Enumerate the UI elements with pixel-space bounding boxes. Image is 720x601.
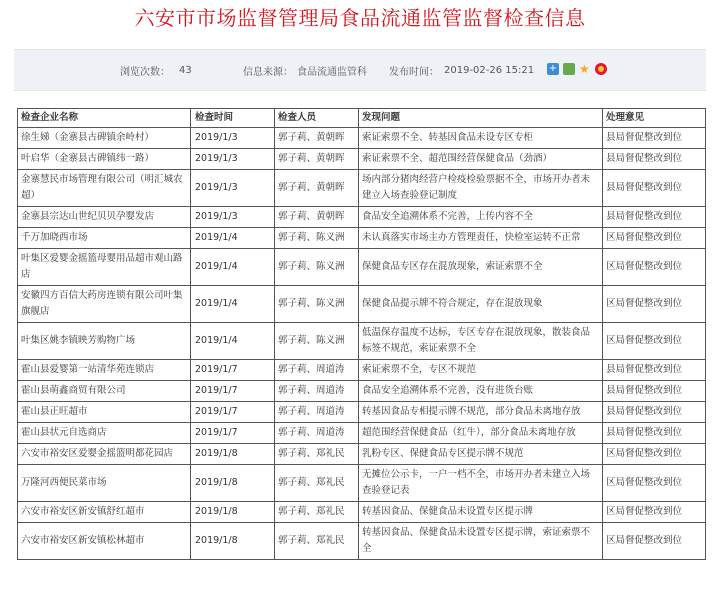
cell-company: 六安市裕安区新安镇舒红超市 [18,502,191,523]
cell-date: 2019/1/3 [191,149,275,170]
views-count: 43 [179,64,192,76]
cell-company: 六安市裕安区新安镇松林超市 [18,523,191,560]
cell-company: 金寨慧民市场管理有限公司（明汇城农超） [18,170,191,207]
cell-action: 县局督促整改到位 [603,360,706,381]
cell-inspectors: 郭子莉、周道涛 [275,402,359,423]
cell-issues: 超范围经营保健食品（红牛），部分食品未离地存放 [359,423,603,444]
table-row [18,207,706,228]
cell-action: 区局督促整改到位 [603,465,706,502]
cell-issues: 转基因食品、保健食品未设置专区提示牌 [359,502,603,523]
cell-company: 霍山县状元自选商店 [18,423,191,444]
cell-company: 千万加晓西市场 [18,228,191,249]
cell-company: 叶集区姚李镇映芳购物广场 [18,323,191,360]
cell-inspectors: 郭子莉、郑礼民 [275,465,359,502]
cell-date: 2019/1/4 [191,286,275,323]
cell-date: 2019/1/7 [191,402,275,423]
header-inspectors: 检查人员 [275,109,359,128]
cell-action: 县局督促整改到位 [603,207,706,228]
cell-action: 县局督促整改到位 [603,423,706,444]
table-row [18,323,706,360]
add-icon[interactable]: + [548,63,558,74]
cell-issues: 食品安全追溯体系不完善，没有进货台账 [359,381,603,402]
cell-company: 万隆河西便民菜市场 [18,465,191,502]
cell-inspectors: 郭子莉、陈义洲 [275,323,359,360]
cell-company: 叶启华（金寨县古碑镇纬一路） [18,149,191,170]
header-issues: 发现问题 [359,109,603,128]
publish-time: 2019-02-26 15:21 [444,64,535,76]
cell-action: 区局督促整改到位 [603,523,706,560]
cell-date: 2019/1/4 [191,323,275,360]
inspection-table [17,108,706,560]
table-row [18,423,706,444]
table-row [18,360,706,381]
table-row [18,502,706,523]
cell-issues: 索证索票不全，专区不规范 [359,360,603,381]
cell-inspectors: 郭子莉、黄朝晖 [275,170,359,207]
cell-issues: 索证索票不全、转基因食品未设专区专柜 [359,128,603,149]
cell-company: 霍山县萌鑫商贸有限公司 [18,381,191,402]
cell-company: 金寨县宗达山世纪贝贝孕婴发店 [18,207,191,228]
cell-date: 2019/1/7 [191,423,275,444]
cell-inspectors: 郭子莉、郑礼民 [275,502,359,523]
cell-issues: 未认真落实市场主办方管理责任，快检室运转不正常 [359,228,603,249]
cell-date: 2019/1/3 [191,170,275,207]
cell-company: 叶集区爱婴金摇篮母婴用品超市观山路店 [18,249,191,286]
table-row [18,228,706,249]
cell-company: 安徽四方百信大药房连锁有限公司叶集旗舰店 [18,286,191,323]
table-row [18,128,706,149]
cell-date: 2019/1/3 [191,128,275,149]
cell-inspectors: 郭子莉、黄朝晖 [275,128,359,149]
cell-action: 县局督促整改到位 [603,402,706,423]
cell-inspectors: 郭子莉、陈义洲 [275,249,359,286]
table-row [18,402,706,423]
cell-date: 2019/1/8 [191,444,275,465]
share-toolbar [547,63,607,75]
cell-action: 县局督促整改到位 [603,381,706,402]
cell-inspectors: 郭子莉、郑礼民 [275,444,359,465]
header-date: 检查时间 [191,109,275,128]
cell-company: 六安市裕安区爱婴金摇篮明都花园店 [18,444,191,465]
table-row [18,523,706,560]
table-row [18,381,706,402]
cell-date: 2019/1/7 [191,360,275,381]
cell-action: 区局督促整改到位 [603,286,706,323]
cell-inspectors: 郭子莉、周道涛 [275,381,359,402]
cell-inspectors: 郭子莉、周道涛 [275,360,359,381]
cell-issues: 场内部分猪肉经营户检疫检验票据不全，市场开办者未建立入场查验登记制度 [359,170,603,207]
cell-date: 2019/1/7 [191,381,275,402]
cell-company: 霍山县正旺超市 [18,402,191,423]
cell-issues: 转基因食品、保健食品未设置专区提示牌，索证索票不全 [359,523,603,560]
cell-date: 2019/1/3 [191,207,275,228]
cell-inspectors: 郭子莉、黄朝晖 [275,207,359,228]
cell-date: 2019/1/8 [191,523,275,560]
cell-issues: 无摊位公示卡，一户一档不全，市场开办者未建立入场查验登记表 [359,465,603,502]
cell-action: 区局督促整改到位 [603,502,706,523]
cell-action: 区局督促整改到位 [603,249,706,286]
table-header-row [18,109,706,128]
cell-action: 区局督促整改到位 [603,323,706,360]
cell-action: 区局督促整改到位 [603,228,706,249]
views-label: 浏览次数： [120,66,170,78]
cell-inspectors: 郭子莉、郑礼民 [275,523,359,560]
cell-issues: 保健食品提示牌不符合规定，存在混放现象 [359,286,603,323]
publish-label: 发布时间： [389,66,439,78]
cell-date: 2019/1/8 [191,465,275,502]
cell-inspectors: 郭子莉、周道涛 [275,423,359,444]
cell-issues: 索证索票不全、超范围经营保健食品（劲酒） [359,149,603,170]
source-label: 信息来源： [243,66,293,78]
cell-company: 徐生娣（金寨县古碑镇余岭村） [18,128,191,149]
table-row [18,286,706,323]
cell-inspectors: 郭子莉、陈义洲 [275,286,359,323]
cell-issues: 低温保存温度不达标，专区专存在混放现象，散装食品标签不规范，索证索票不全 [359,323,603,360]
cell-issues: 乳粉专区、保健食品专区提示牌不规范 [359,444,603,465]
cell-inspectors: 郭子莉、黄朝晖 [275,149,359,170]
cell-inspectors: 郭子莉、陈义洲 [275,228,359,249]
cell-issues: 转基因食品专相提示牌不规范，部分食品未离地存放 [359,402,603,423]
cell-issues: 保健食品专区存在混放现象，索证索票不全 [359,249,603,286]
header-company: 检查企业名称 [18,109,191,128]
cell-date: 2019/1/8 [191,502,275,523]
table-row [18,249,706,286]
cell-action: 县局督促整改到位 [603,128,706,149]
table-row [18,465,706,502]
table-row [18,149,706,170]
cell-date: 2019/1/4 [191,249,275,286]
cell-action: 县局督促整改到位 [603,170,706,207]
table-row [18,170,706,207]
weibo-icon[interactable] [595,63,607,75]
source-value: 食品流通监管科 [297,66,367,78]
star-icon[interactable]: ★ [579,62,590,76]
cell-action: 区局督促整改到位 [603,444,706,465]
table-row [18,444,706,465]
cell-date: 2019/1/4 [191,228,275,249]
cell-issues: 食品安全追溯体系不完善，上传内容不全 [359,207,603,228]
cell-company: 霍山县爱婴第一站清华苑连锁店 [18,360,191,381]
header-action: 处理意见 [603,109,706,128]
cell-action: 县局督促整改到位 [603,149,706,170]
grid-icon[interactable] [563,63,575,75]
page-title: 六安市市场监督管理局食品流通监管监督检查信息 [134,6,586,30]
article-meta-bar [14,49,706,91]
